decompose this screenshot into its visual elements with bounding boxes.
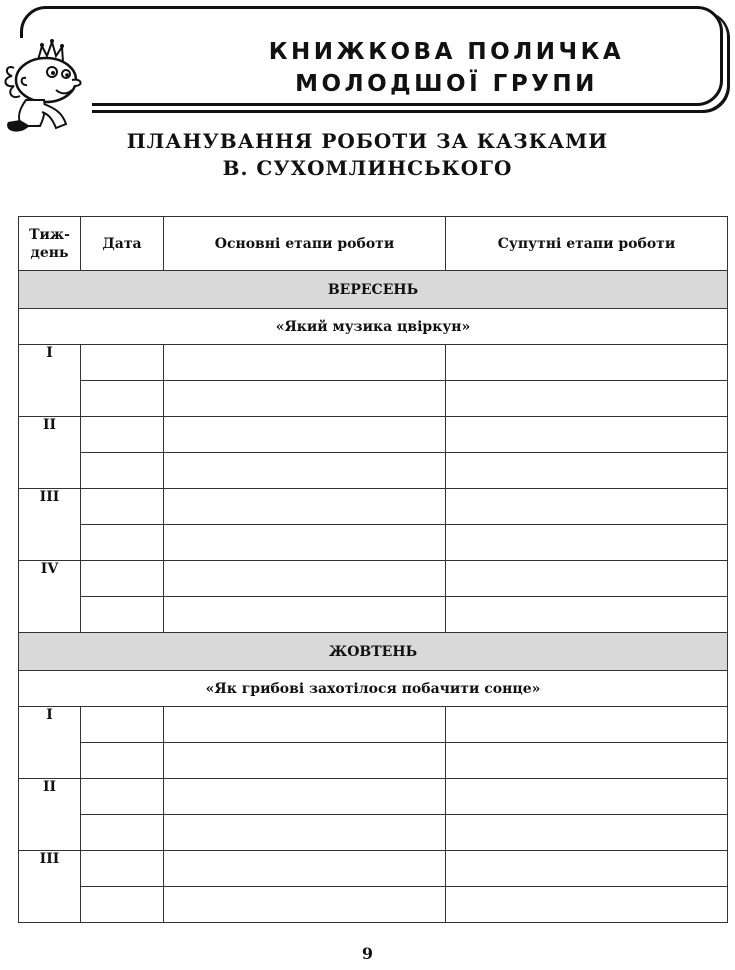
table-row	[19, 561, 728, 597]
table-row	[19, 815, 728, 851]
date-cell	[81, 815, 164, 851]
table-row	[19, 851, 728, 887]
side-cell	[446, 779, 728, 815]
table-row	[19, 453, 728, 489]
date-cell	[81, 417, 164, 453]
main-cell	[164, 525, 446, 561]
table-row	[19, 887, 728, 923]
table-row	[19, 779, 728, 815]
table-row	[19, 345, 728, 381]
date-cell	[81, 453, 164, 489]
main-cell	[164, 453, 446, 489]
banner-title-line2: МОЛОДШОЇ ГРУПИ	[295, 71, 598, 97]
mascot-icon	[0, 38, 92, 138]
banner-title	[173, 36, 720, 100]
date-cell	[81, 561, 164, 597]
header-week	[19, 217, 81, 271]
banner-title-line1: КНИЖКОВА ПОЛИЧКА	[268, 39, 625, 65]
table-row	[19, 381, 728, 417]
main-cell	[164, 417, 446, 453]
side-cell	[446, 743, 728, 779]
main-cell	[164, 779, 446, 815]
date-cell	[81, 597, 164, 633]
date-cell	[81, 489, 164, 525]
table-header-row	[19, 217, 728, 271]
main-cell	[164, 489, 446, 525]
side-cell	[446, 851, 728, 887]
main-cell	[164, 743, 446, 779]
week-number: II	[19, 417, 81, 489]
header-week-line1: Тиж-	[29, 226, 70, 243]
table-row	[19, 489, 728, 525]
main-cell	[164, 707, 446, 743]
date-cell	[81, 525, 164, 561]
title-banner	[20, 6, 723, 106]
side-cell	[446, 417, 728, 453]
table-row	[19, 417, 728, 453]
header-side-stages: Супутні етапи роботи	[446, 217, 728, 271]
main-cell	[164, 381, 446, 417]
side-cell	[446, 597, 728, 633]
main-cell	[164, 815, 446, 851]
date-cell	[81, 707, 164, 743]
month-row	[19, 271, 728, 309]
side-cell	[446, 815, 728, 851]
side-cell	[446, 345, 728, 381]
main-cell	[164, 345, 446, 381]
main-cell	[164, 851, 446, 887]
main-cell	[164, 887, 446, 923]
table-row	[19, 743, 728, 779]
month-row	[19, 633, 728, 671]
week-number: I	[19, 345, 81, 417]
side-cell	[446, 489, 728, 525]
date-cell	[81, 851, 164, 887]
date-cell	[81, 381, 164, 417]
page-heading	[0, 128, 735, 182]
week-number: II	[19, 779, 81, 851]
week-number: III	[19, 489, 81, 561]
planning-table	[18, 216, 728, 923]
main-cell	[164, 597, 446, 633]
page-number: 9	[361, 944, 374, 963]
side-cell	[446, 381, 728, 417]
week-number: IV	[19, 561, 81, 633]
week-number: III	[19, 851, 81, 923]
main-cell	[164, 561, 446, 597]
date-cell	[81, 743, 164, 779]
date-cell	[81, 887, 164, 923]
story-title: «Як грибові захотілося побачити сонце»	[19, 671, 728, 707]
page-heading-line2: В. СУХОМЛИНСЬКОГО	[222, 156, 513, 180]
story-row	[19, 671, 728, 707]
side-cell	[446, 707, 728, 743]
header-week-line2: день	[30, 244, 69, 261]
side-cell	[446, 453, 728, 489]
month-label: ЖОВТЕНЬ	[19, 633, 728, 671]
table-row	[19, 525, 728, 561]
date-cell	[81, 345, 164, 381]
table-row	[19, 597, 728, 633]
header-main-stages: Основні етапи роботи	[164, 217, 446, 271]
header-date: Дата	[81, 217, 164, 271]
story-title: «Який музика цвіркун»	[19, 309, 728, 345]
date-cell	[81, 779, 164, 815]
side-cell	[446, 525, 728, 561]
month-label: ВЕРЕСЕНЬ	[19, 271, 728, 309]
table-row	[19, 707, 728, 743]
week-number: I	[19, 707, 81, 779]
story-row	[19, 309, 728, 345]
side-cell	[446, 887, 728, 923]
side-cell	[446, 561, 728, 597]
page-heading-line1: ПЛАНУВАННЯ РОБОТИ ЗА КАЗКАМИ	[126, 129, 609, 153]
